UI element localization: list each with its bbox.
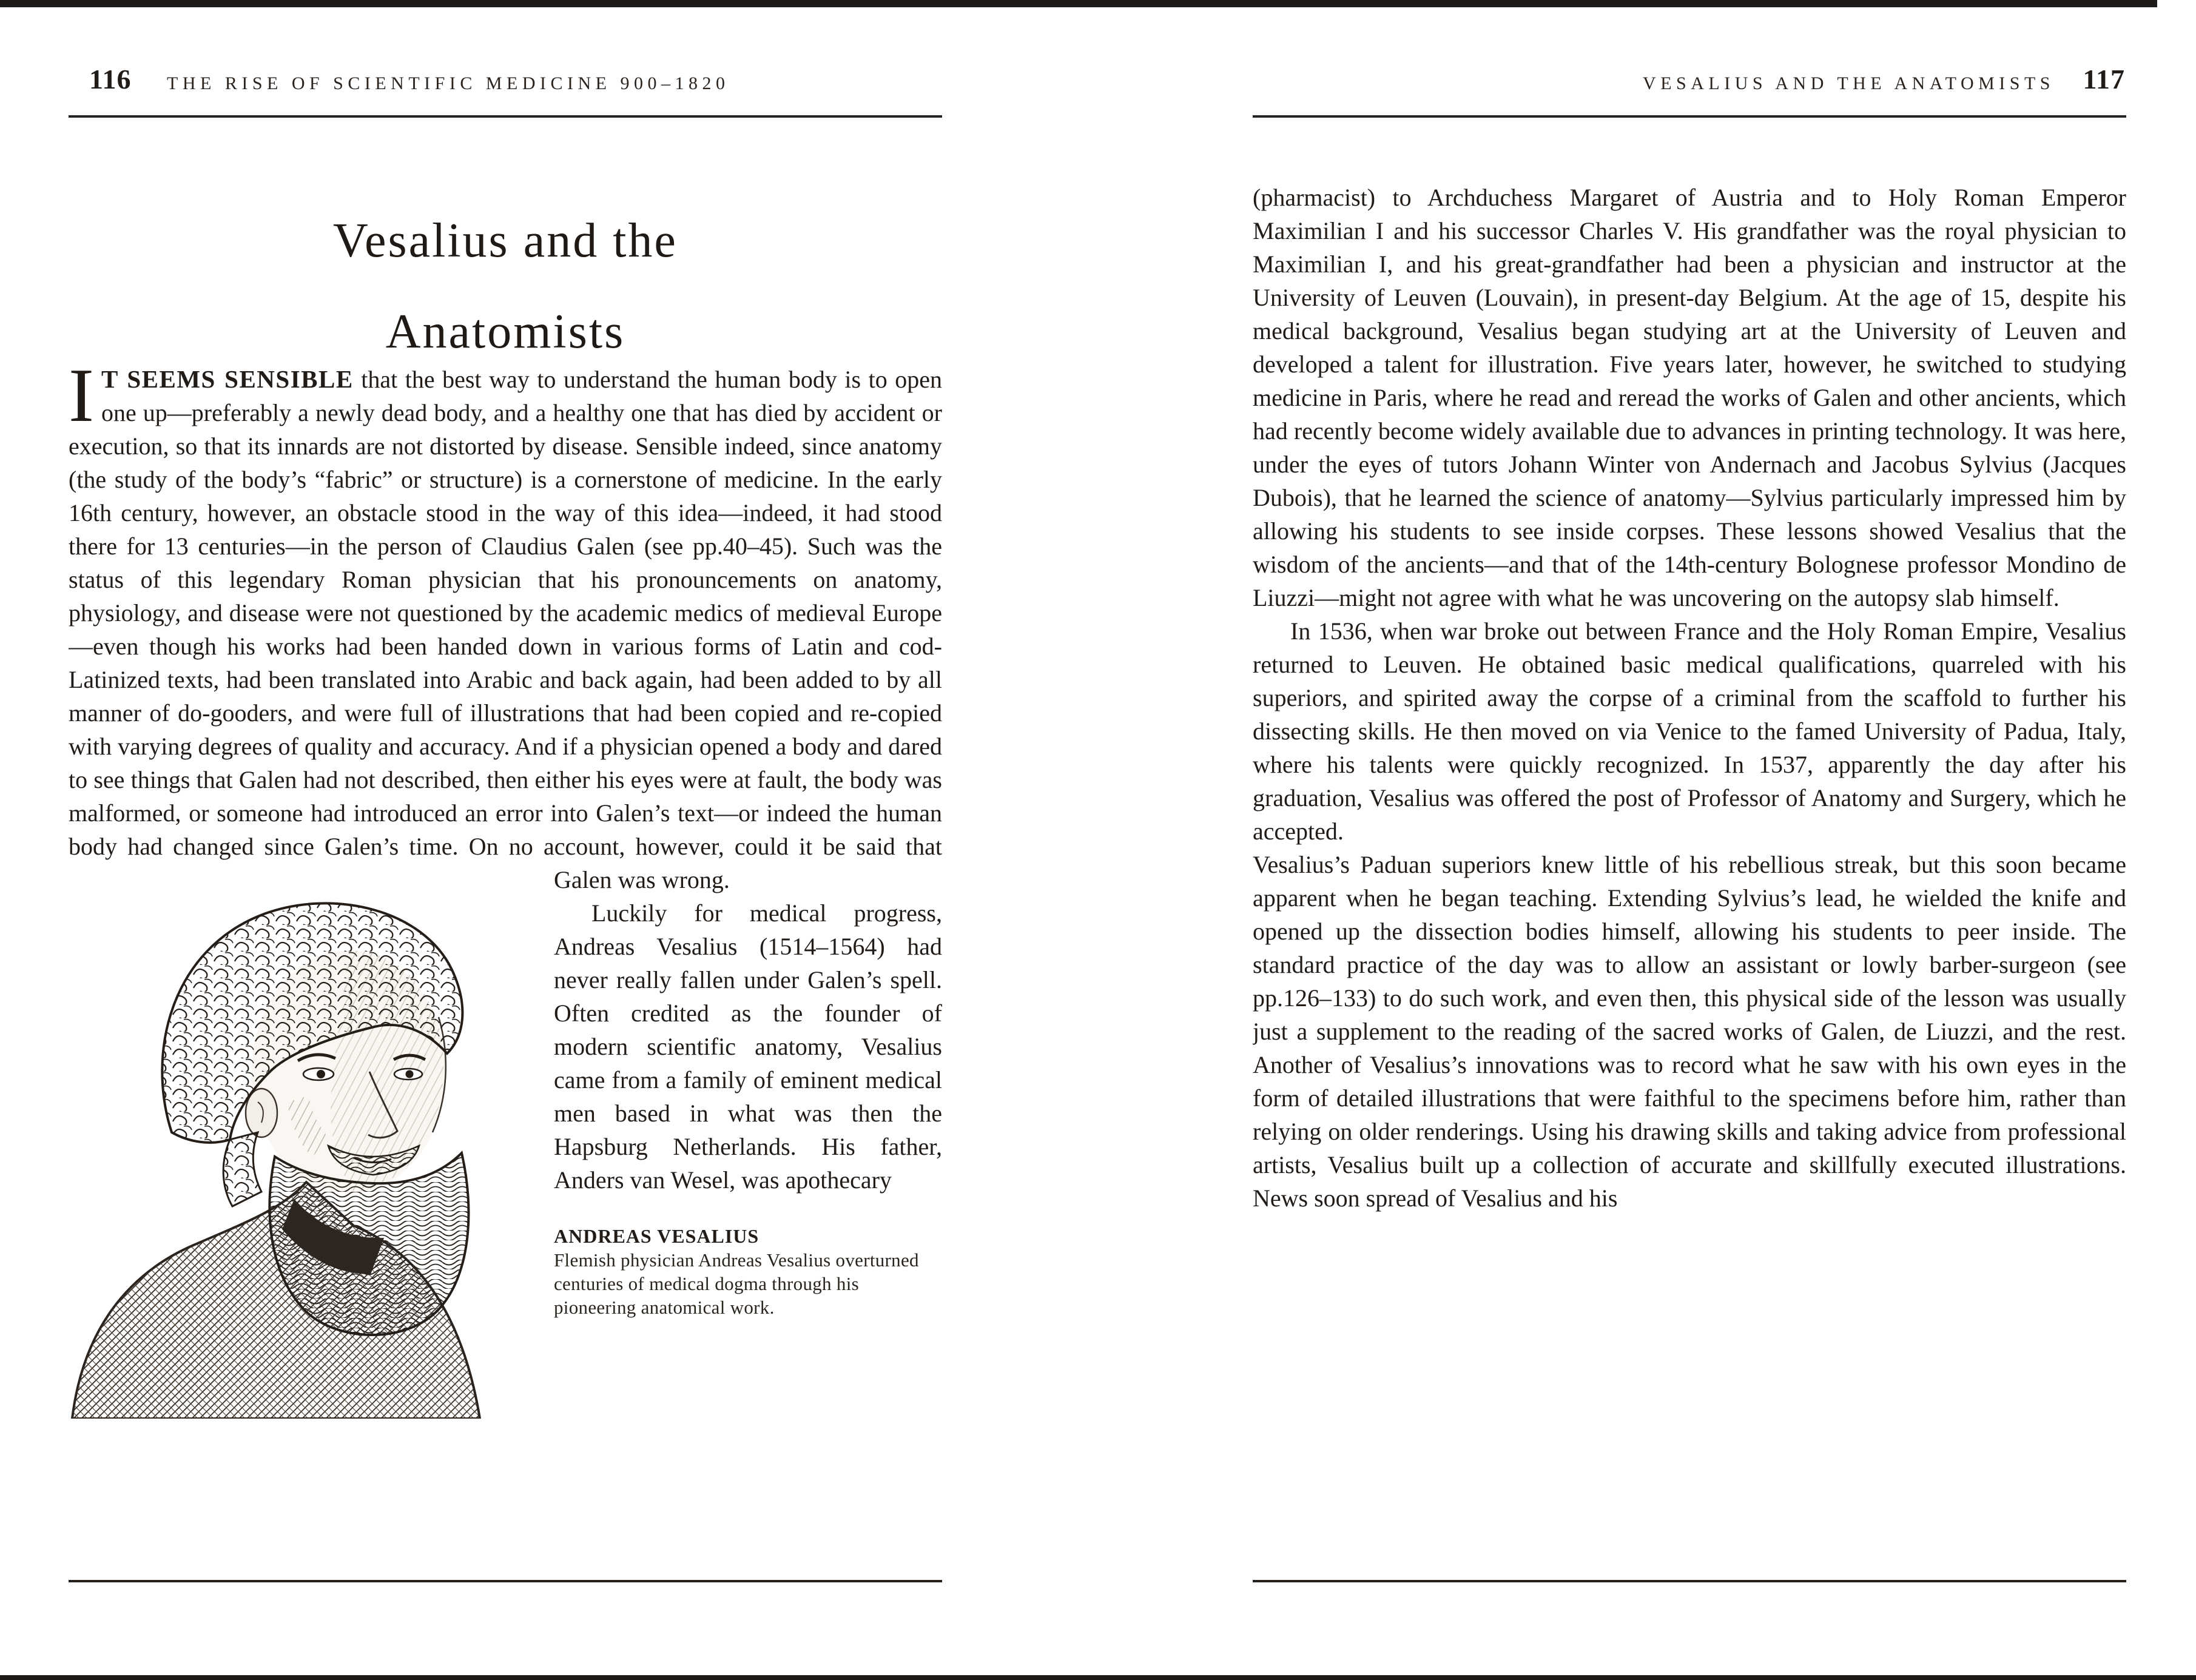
left-footer-rule	[69, 1580, 942, 1582]
right-header-rule	[1253, 115, 2126, 118]
left-running-head: THE RISE OF SCIENTIFIC MEDICINE 900–1820	[167, 73, 730, 93]
right-body-column	[1253, 181, 2126, 1580]
left-paragraph-1	[69, 363, 942, 896]
drop-cap: I	[69, 363, 94, 438]
left-header-rule	[69, 115, 942, 118]
right-paragraph-3: Vesalius’s Paduan superiors knew little of his rebellious streak, but this soon became apparent when he began teaching. Extending Sylvius’s lead, he wielded the knife and opened up the dissection bodies himself, allowing his students to peer inside. The standard practice of the day was to allow an assistant or lowly barber-surgeon (see pp.126–133) to do such work, and even then, this physical side of the lesson was usually just a supplement to the reading of the sacred works of Galen, de Liuzzi, and the rest. Another of Vesalius’s innovations was to record what he saw with his own eyes in the form of detailed illustrations that were faithful to the specimens before him, rather than relying on older renderings. Using his drawing skills and taking advice from professional artists, Vesalius built up a collection of accurate and skillfully executed illustrations. News soon spread of Vesalius and his	[1253, 851, 2126, 1212]
left-paragraph-1-wrapped-text: account, however, could it be said that Galen was wrong.	[544, 833, 942, 893]
left-page-number: 116	[89, 64, 132, 95]
left-body-column	[69, 363, 942, 1580]
chapter-title	[69, 195, 942, 377]
caption-title: ANDREAS VESALIUS	[554, 1225, 760, 1247]
right-running-head: VESALIUS AND THE ANATOMISTS	[1643, 73, 2055, 93]
right-footer-rule	[1253, 1580, 2126, 1582]
vesalius-portrait-engraving	[69, 872, 537, 1419]
right-paragraph-1: (pharmacist) to Archduchess Margaret of Austria and to Holy Roman Emperor Maximilian I and his successor Charles V. His grandfather was the royal physician to Maximilian I, and his great-grandfather had been a physician and instructor at the University of Leuven (Louvain), in present-day Belgium. At the age of 15, despite his medical background, Vesalius began studying art at the University of Leuven and developed a talent for illustration. Five years later, however, he switched to studying medicine in Paris, where he read and reread the works of Galen and other ancients, which had recently become widely available due to advances in printing technology. It was here, under the eyes of tutors Johann Winter von Andernach and Jacobus Sylvius (Jacques Dubois), that he learned the science of anatomy—Sylvius particularly impressed him by allowing his students to see inside corpses. These lessons showed Vesalius that the wisdom of the ancients—and that of the 14th-century Bolognese professor Mondino de Liuzzi—might not agree with what he was uncovering on the autopsy slab himself.	[1253, 184, 2126, 611]
left-paragraph-2: Luckily for medical progress, Andreas Vesalius (1514–1564) had never really fallen under Galen’s spell. Often credited as the founder of modern scientific anatomy, Vesalius came from a family of eminent medical men based in what was then the Hapsburg Netherlands. His father, Anders van Wesel, was apothecary	[554, 899, 942, 1194]
left-page	[69, 0, 942, 1680]
right-page	[1253, 0, 2126, 1680]
chapter-title-line2: Anatomists	[385, 304, 625, 358]
chapter-title-line1: Vesalius and the	[333, 213, 678, 267]
portrait-figure	[69, 872, 537, 1419]
lead-in-small-caps: T SEEMS SENSIBLE	[101, 365, 354, 393]
right-paragraph-2: In 1536, when war broke out between France and the Holy Roman Empire, Vesalius returned to Leuven. He obtained basic medical qualifications, quarreled with his superiors, and spirited away the corpse of a criminal from the scaffold to further his dissecting skills. He then moved on via Venice to the famed University of Padua, Italy, where his talents were quickly recognized. In 1537, apparently the day after his graduation, Vesalius was offered the post of Professor of Anatomy and Surgery, which he accepted.	[1253, 617, 2126, 845]
right-page-number: 117	[2083, 64, 2125, 95]
left-paragraph-1-text: that the best way to understand the human body is to open one up—preferably a newly dead body, and a healthy one that has died by accident or execution, so that its innards are not distorted by disease. Sensible indeed, since anatomy (the study of the body’s “fabric” or structure) is a cornerstone of medicine. In the early 16th century, however, an obstacle stood in the way of this idea—indeed, it had stood there for 13 centuries—in the person of Claudius Galen (see pp.40–45). Such was the status of this legendary Roman physician that his pronouncements on anatomy, physiology, and disease were not questioned by the academic medics of medieval Europe—even though his works had been handed down in various forms of Latin and cod-Latinized texts, had been translated into Arabic and back again, had been added to by all manner of do-gooders, and were full of illustrations that had been copied and re-copied with varying degrees of quality and accuracy. And if a physician opened a body and dared to see things that Galen had not described, then either his eyes were at fault, the body was malformed, or someone had introduced an error into Galen’s text—or indeed the human body had changed since Galen’s time. On no	[69, 366, 942, 860]
caption-body: Flemish physician Andreas Vesalius overturned centuries of medical dogma through his pioneering anatomical work.	[554, 1249, 919, 1318]
